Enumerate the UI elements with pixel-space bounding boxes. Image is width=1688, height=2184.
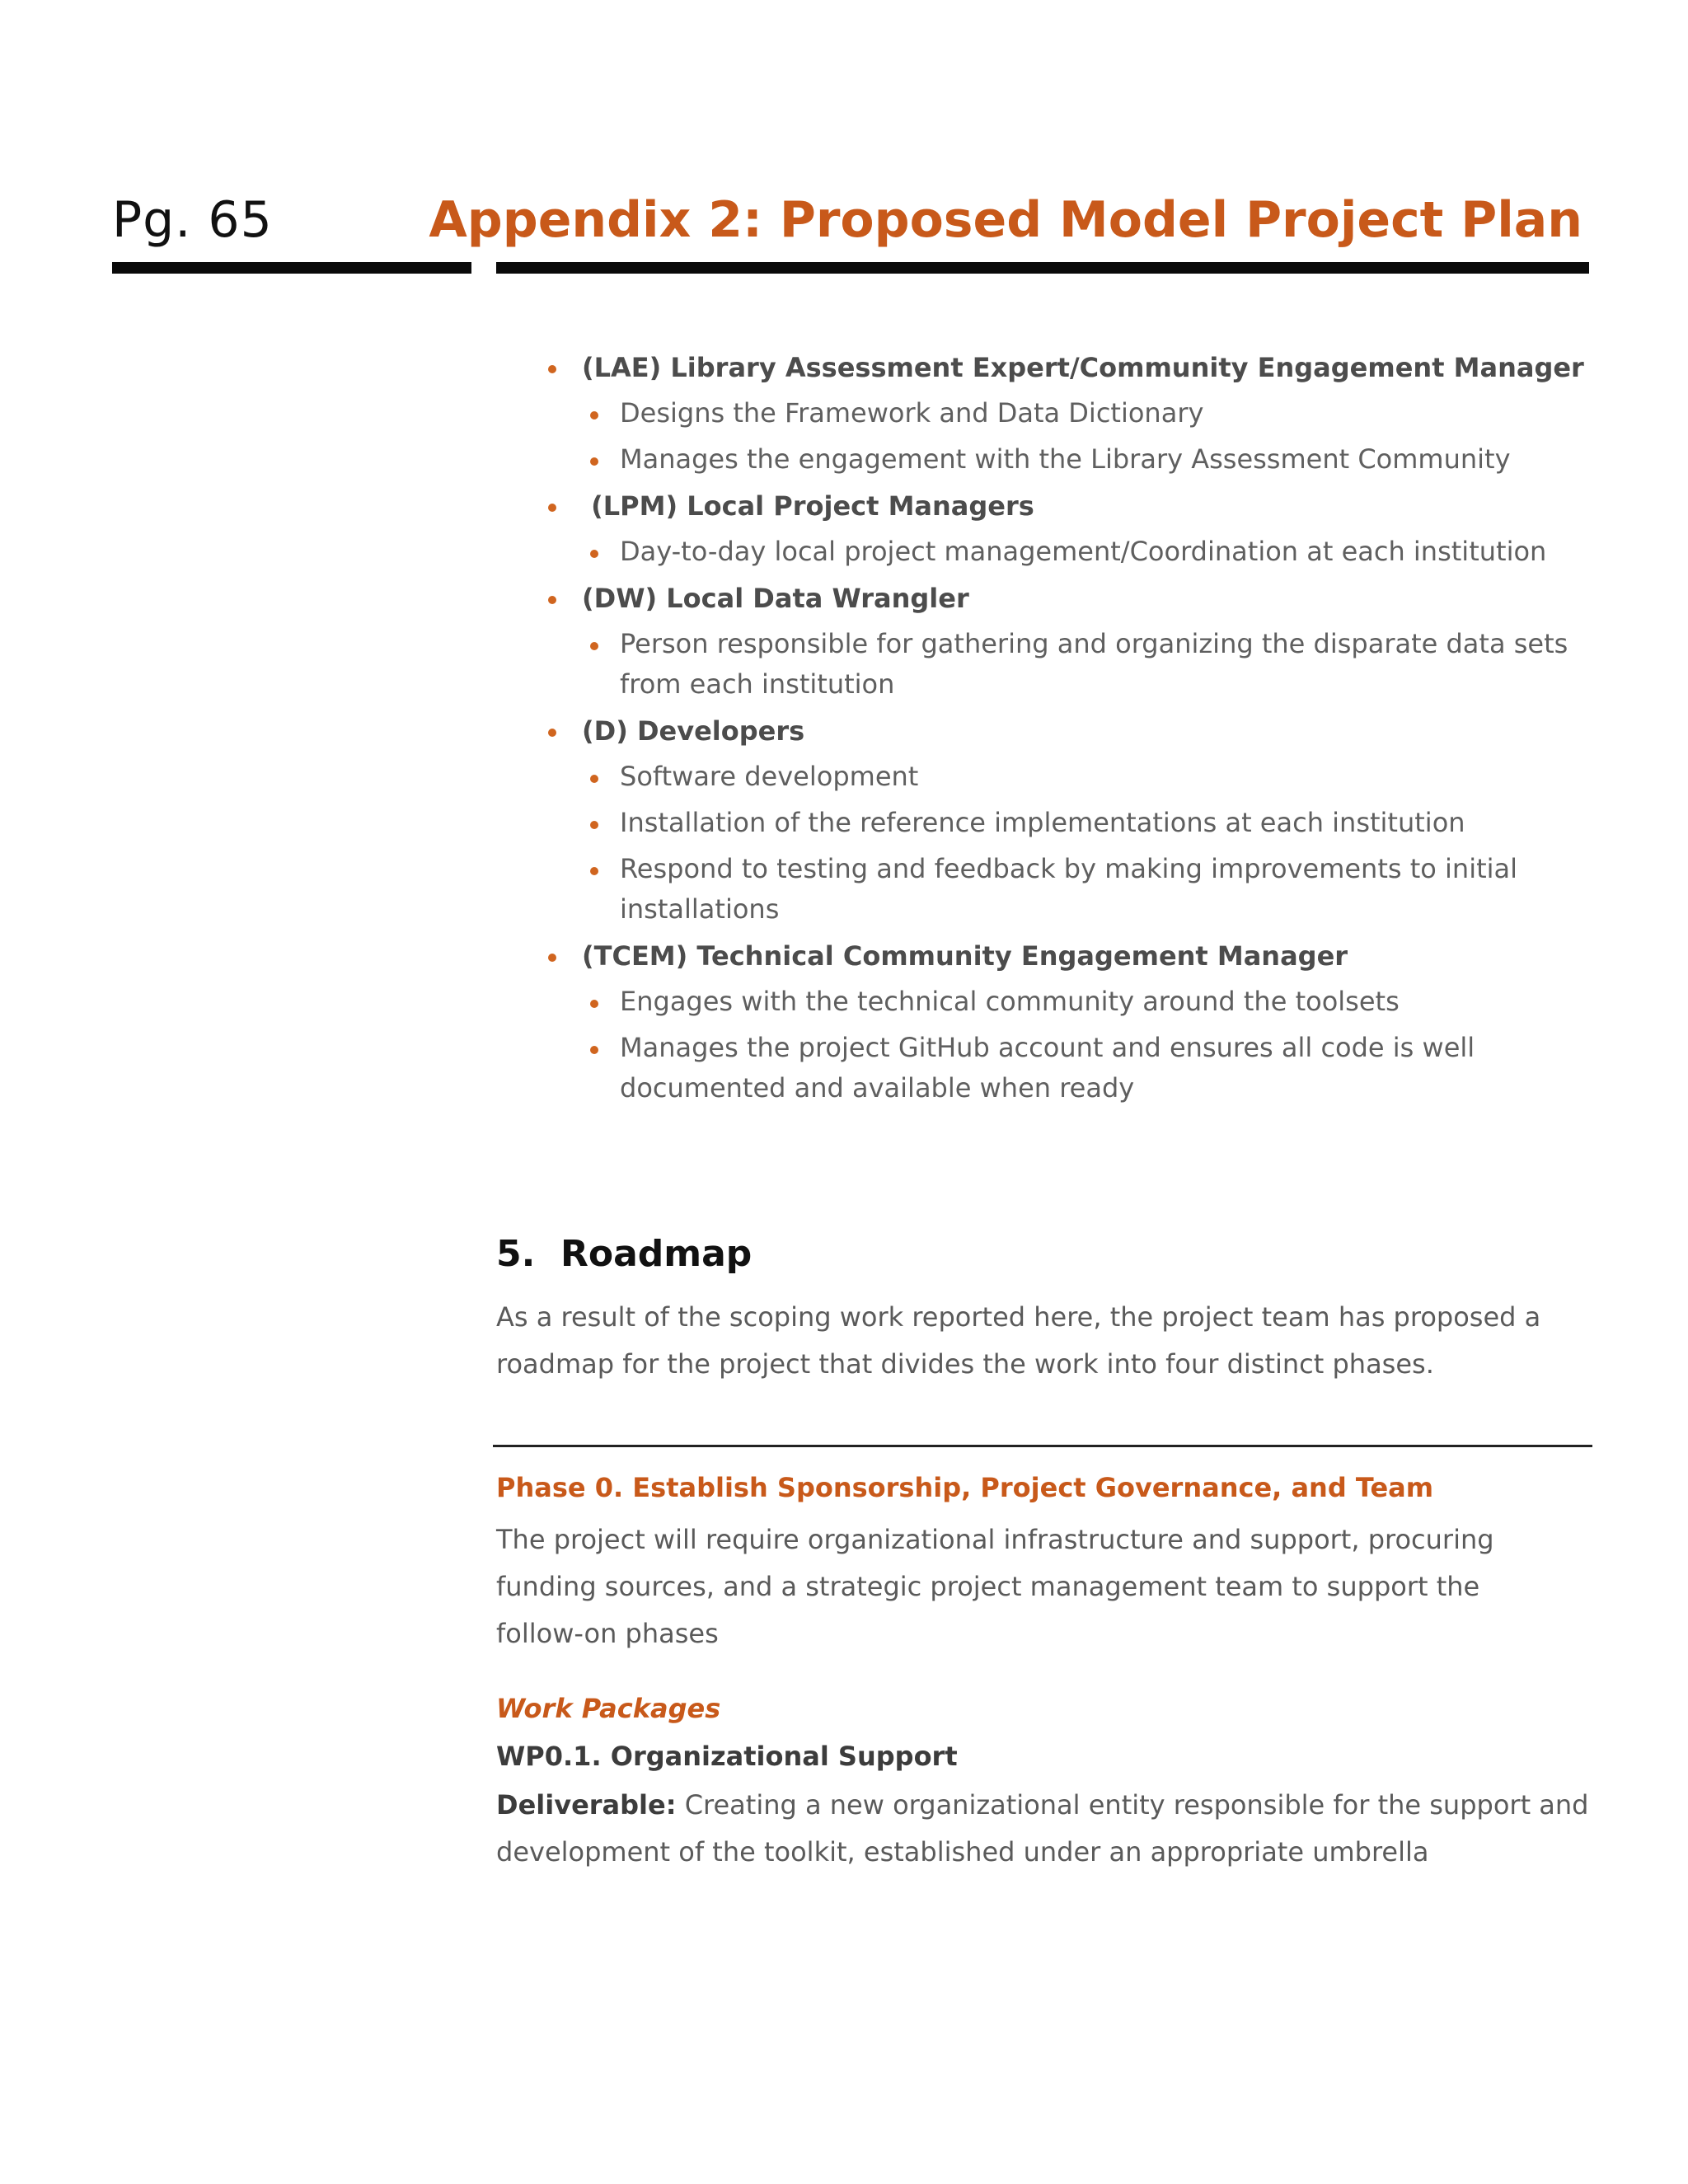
- role-title: (DW) Local Data Wrangler: [582, 583, 969, 614]
- role-title: (LAE) Library Assessment Expert/Community Engagement Manager: [582, 352, 1584, 383]
- header-rule-right: [496, 262, 1589, 274]
- responsibility-item: Respond to testing and feedback by making improvements to initial installations: [582, 846, 1596, 933]
- role-responsibilities: [582, 621, 1596, 708]
- phase-0-title: Phase 0. Establish Sponsorship, Project Governance, and Team: [496, 1472, 1434, 1503]
- responsibility-item: Manages the engagement with the Library Assessment Community: [582, 437, 1596, 483]
- responsibility-item: Installation of the reference implementations at each institution: [582, 800, 1596, 846]
- role-title: (LPM) Local Project Managers: [582, 490, 1034, 522]
- responsibility-item: Manages the project GitHub account and ensures all code is well documented and available when ready: [582, 1025, 1596, 1112]
- roles-section: [496, 344, 1596, 1112]
- deliverable-text: Creating a new organizational entity responsible for the support and development of the toolkit, established under an appropriate umbrella: [496, 1789, 1589, 1868]
- role-item-tcem: [496, 933, 1596, 1112]
- page-title: Appendix 2: Proposed Model Project Plan: [429, 191, 1582, 249]
- deliverable-label: Deliverable:: [496, 1789, 677, 1821]
- responsibility-item: Person responsible for gathering and organizing the disparate data sets from each institution: [582, 621, 1596, 708]
- roadmap-heading: 5. Roadmap: [496, 1233, 753, 1275]
- role-title: (D) Developers: [582, 715, 805, 747]
- role-item-lpm: [496, 483, 1596, 575]
- role-item-lae: [496, 344, 1596, 483]
- page-number: Pg. 65: [112, 191, 273, 249]
- roles-list: [496, 344, 1596, 1112]
- role-responsibilities: [582, 529, 1596, 575]
- deliverable-paragraph: [496, 1782, 1592, 1876]
- work-packages-heading: Work Packages: [496, 1693, 721, 1724]
- header-rule-left: [112, 262, 471, 274]
- responsibility-item: Engages with the technical community around the toolsets: [582, 979, 1596, 1025]
- phase-0-description: The project will require organizational infrastructure and support, procuring funding sources, and a strategic project management team to support the follow-on phases: [496, 1524, 1494, 1649]
- role-item-d: [496, 708, 1596, 933]
- role-item-dw: [496, 575, 1596, 708]
- section-divider: [493, 1445, 1592, 1447]
- work-package-title: WP0.1. Organizational Support: [496, 1741, 958, 1772]
- responsibility-item: Designs the Framework and Data Dictionary: [582, 391, 1596, 437]
- role-responsibilities: [582, 391, 1596, 483]
- role-title: (TCEM) Technical Community Engagement Manager: [582, 940, 1348, 972]
- roadmap-intro: As a result of the scoping work reported here, the project team has proposed a roadmap for the project that divides the work into four distinct phases.: [496, 1301, 1541, 1380]
- responsibility-item: Software development: [582, 754, 1596, 800]
- role-responsibilities: [582, 979, 1596, 1112]
- responsibility-item: Day-to-day local project management/Coordination at each institution: [582, 529, 1596, 575]
- role-responsibilities: [582, 754, 1596, 933]
